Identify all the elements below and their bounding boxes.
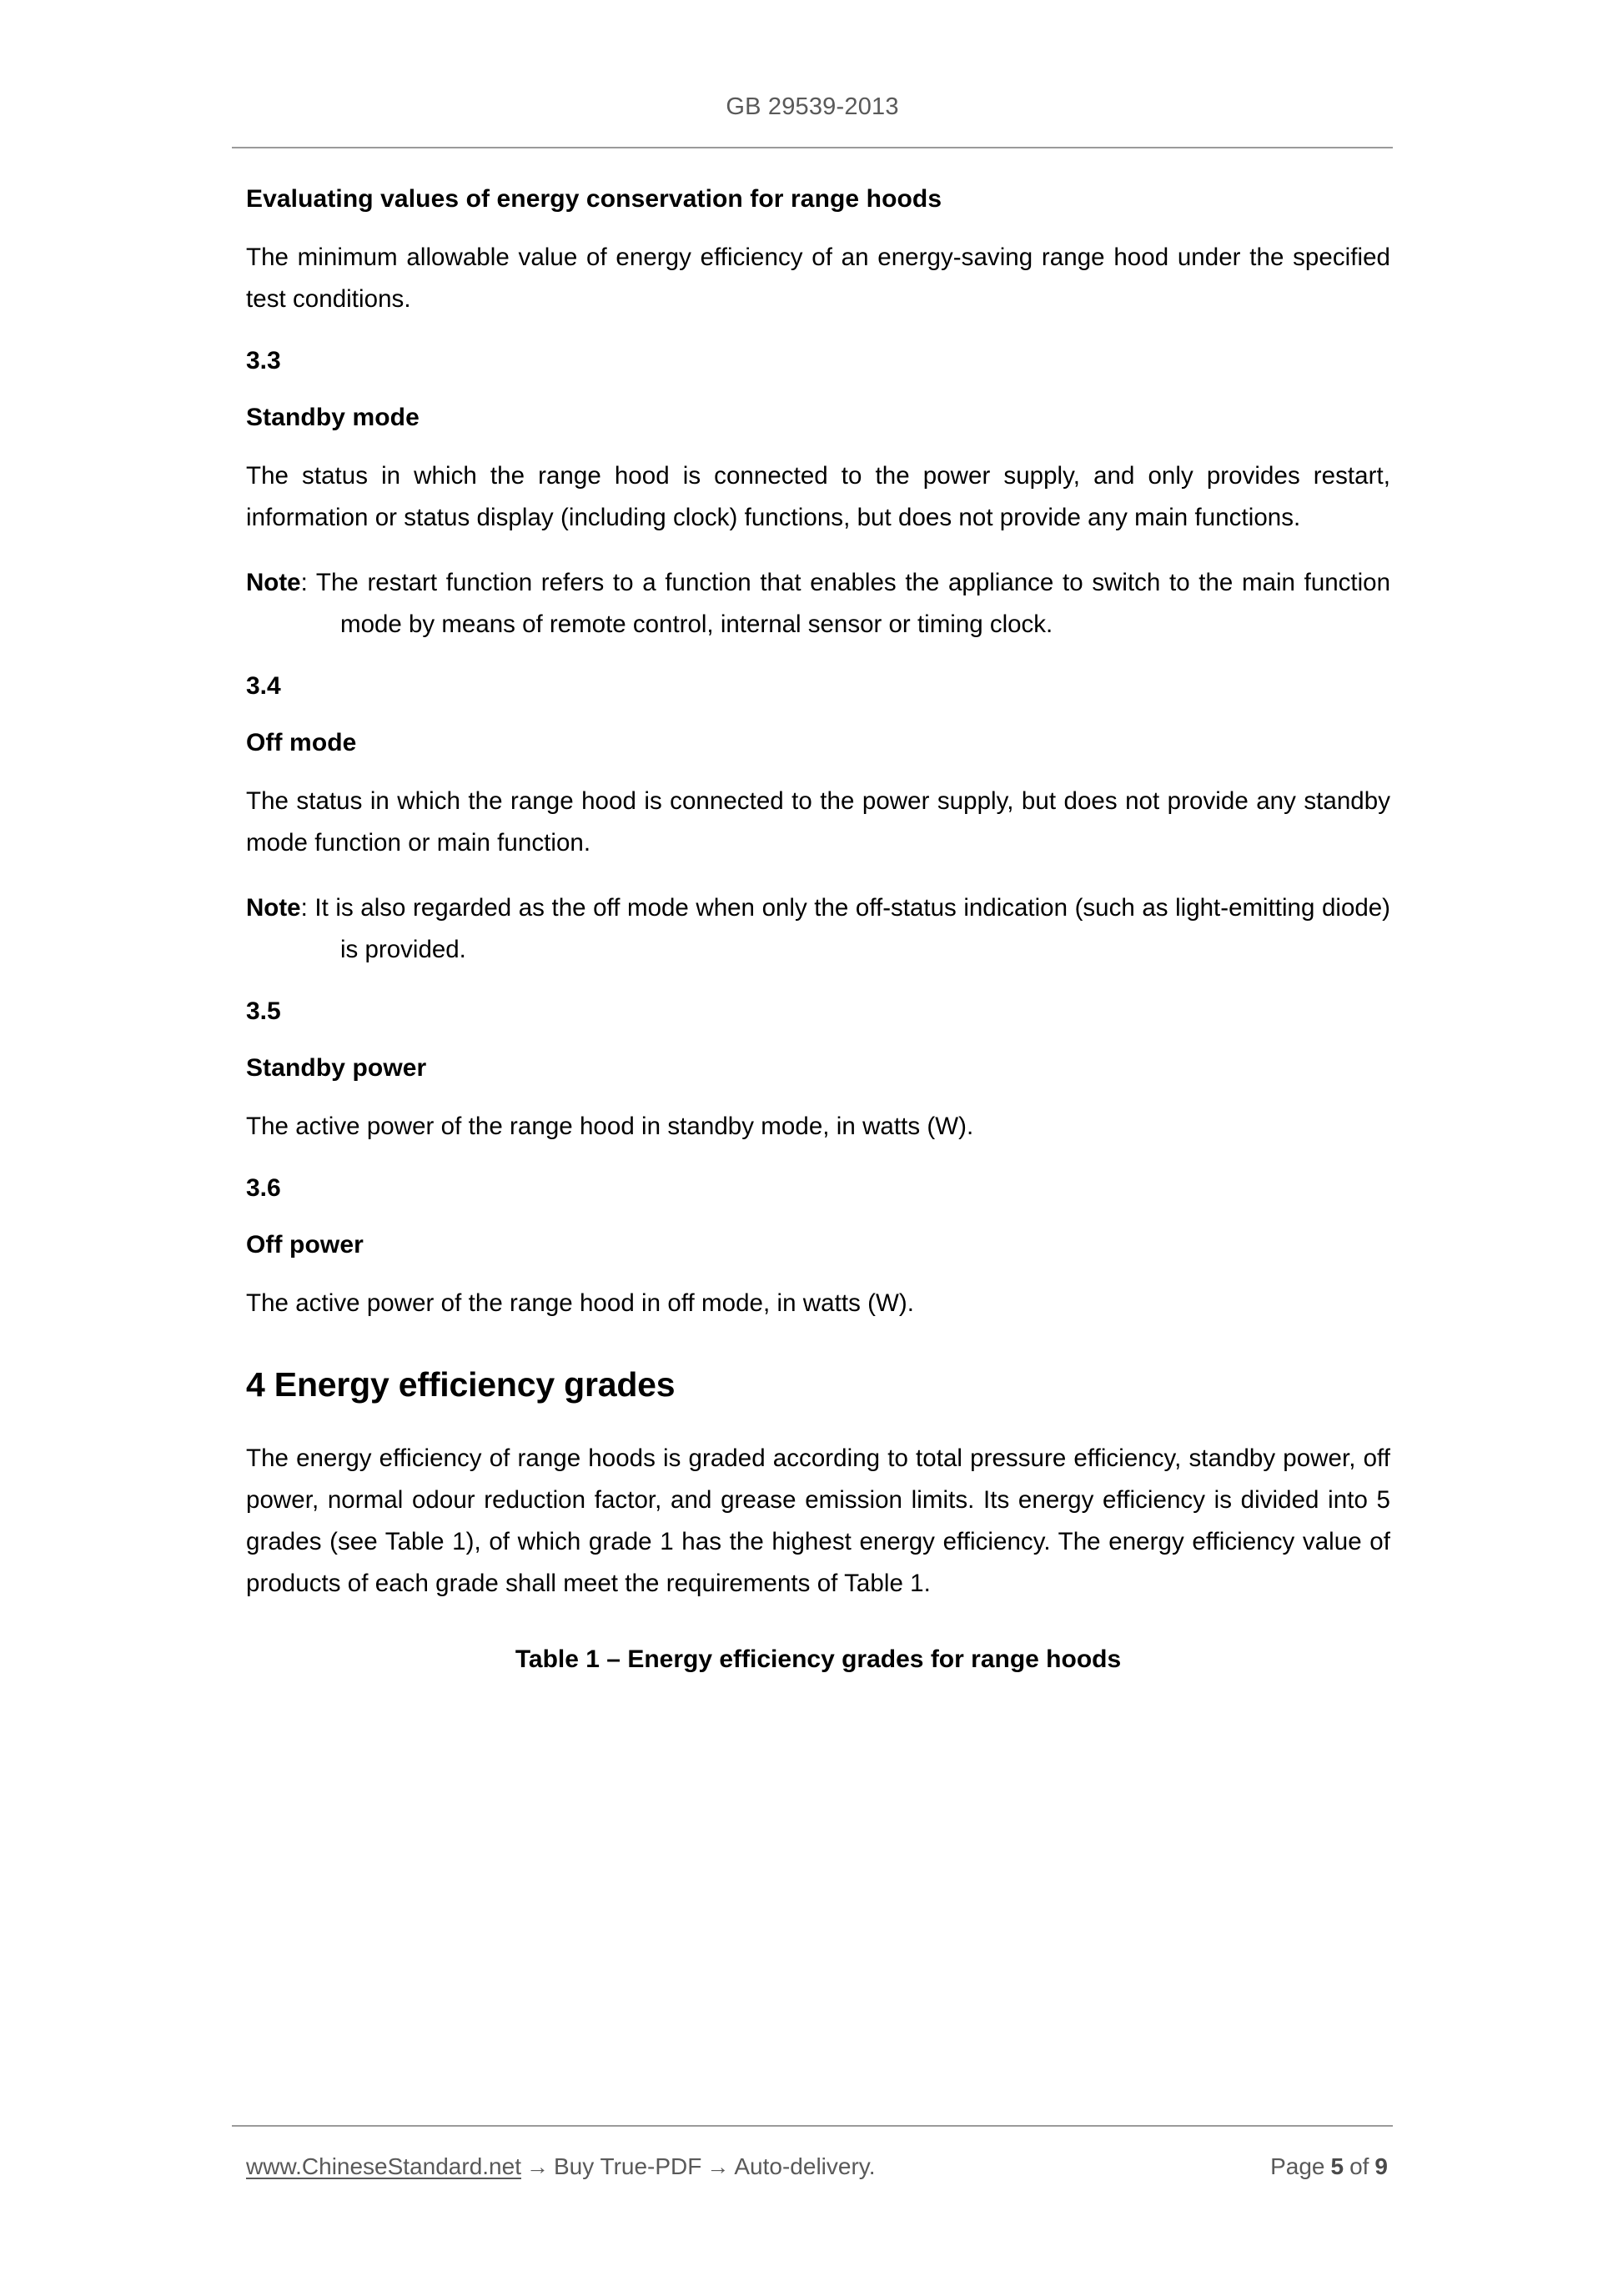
- arrow-right-icon-2: →: [706, 2154, 730, 2179]
- chinesestandard-link[interactable]: www.ChineseStandard.net: [246, 2153, 521, 2179]
- heading-3-2-term: Evaluating values of energy conservation for range hoods: [246, 185, 942, 213]
- footer-promo: [246, 2150, 875, 2183]
- clause-number-3-5: 3.5: [246, 997, 281, 1025]
- paragraph-3-4-definition: The status in which the range hood is connected to the power supply, but does not provide any standby mode function or main function.: [246, 787, 1390, 857]
- header-divider: [232, 147, 1393, 148]
- current-page-number: 5: [1330, 2153, 1344, 2179]
- page-header: [232, 90, 1393, 123]
- heading-3-6-term: Off power: [246, 1231, 364, 1259]
- footer-delivery-text: Auto-delivery.: [734, 2153, 876, 2179]
- clause-number-3-6: 3.6: [246, 1174, 281, 1202]
- standard-code: GB 29539-2013: [726, 93, 899, 120]
- of-label: of: [1349, 2153, 1369, 2179]
- note-3-3: [246, 562, 1390, 646]
- paragraph-3-6-definition: The active power of the range hood in off mode, in watts (W).: [246, 1289, 915, 1317]
- page-indicator: [1270, 2150, 1393, 2183]
- note-3-3-label: Note: [246, 569, 301, 596]
- arrow-right-icon: →: [525, 2154, 549, 2179]
- footer-divider: [232, 2125, 1393, 2127]
- paragraph-3-3-definition: The status in which the range hood is connected to the power supply, and only provides restart, information or status display (including clock) functions, but does not provide any main functions.: [246, 462, 1390, 531]
- page-footer: [246, 2150, 1393, 2183]
- paragraph-3-5-definition: The active power of the range hood in standby mode, in watts (W).: [246, 1113, 974, 1140]
- total-page-number: 9: [1374, 2153, 1388, 2179]
- heading-3-3-term: Standby mode: [246, 404, 420, 431]
- section-4-paragraph: The energy efficiency of range hoods is graded according to total pressure efficiency, standby power, off power, normal odour reduction factor, and grease emission limits. Its energy efficiency is divided into 5 grades (see Table 1), of which grade 1 has the highest energy efficiency. The energy efficiency value of products of each grade shall meet the requirements of Table 1.: [246, 1444, 1390, 1597]
- note-3-4-label: Note: [246, 894, 301, 922]
- clause-number-3-4: 3.4: [246, 672, 281, 700]
- note-3-4-text: : It is also regarded as the off mode when only the off-status indication (such as light-emitting diode) is provided.: [300, 894, 1390, 963]
- paragraph-3-2-definition: The minimum allowable value of energy efficiency of an energy-saving range hood under the specified test conditions.: [246, 244, 1390, 313]
- table-1-caption: Table 1 – Energy efficiency grades for range hoods: [515, 1645, 1122, 1673]
- footer-buy-text: Buy True-PDF: [553, 2153, 702, 2179]
- page-label: Page: [1270, 2153, 1325, 2179]
- section-4-heading: 4 Energy efficiency grades: [246, 1365, 676, 1404]
- note-3-4: [246, 887, 1390, 971]
- heading-3-4-term: Off mode: [246, 729, 357, 756]
- clause-number-3-3: 3.3: [246, 347, 281, 374]
- heading-3-5-term: Standby power: [246, 1054, 427, 1082]
- document-body: [246, 182, 1390, 1678]
- note-3-3-text: : The restart function refers to a function that enables the appliance to switch to the main function mode by means of remote control, internal sensor or timing clock.: [300, 569, 1390, 638]
